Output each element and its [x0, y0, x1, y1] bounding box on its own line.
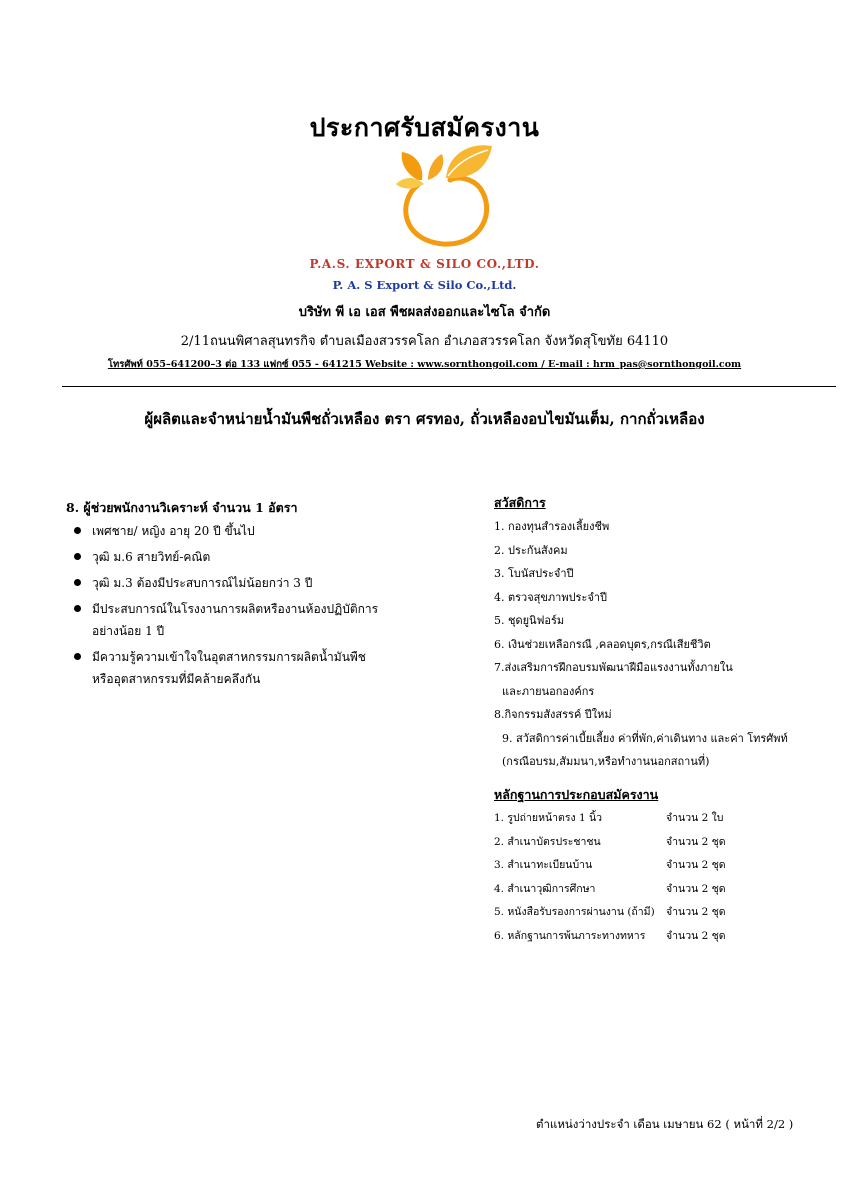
list-item: และภายนอกองค์กร: [502, 684, 595, 698]
list-item: 1. กองทุนสำรองเลี้ยงชีพ: [494, 520, 610, 533]
list-item: 1. รูปถ่ายหน้าตรง 1 นิ้ว จำนวน 2 ใบ: [494, 812, 724, 825]
bullet-icon: [74, 553, 81, 560]
page-title: ประกาศรับสมัครงาน: [309, 113, 540, 142]
list-item: 7.ส่งเสริมการฝึกอบรมพัฒนาฝีมือแรงงานทั้งภายใน: [494, 661, 733, 674]
documents-heading: หลักฐานการประกอบสมัครงาน: [494, 787, 659, 802]
list-item: 8.กิจกรรมสังสรรค์ ปีใหม่: [494, 708, 612, 721]
bullet-icon: [74, 579, 81, 586]
list-item: 6. หลักฐานการพ้นภาระทางทหาร จำนวน 2 ชุด: [494, 929, 726, 942]
list-item: 3. โบนัสประจำปี: [494, 567, 574, 580]
list-item: 4. สำเนาวุฒิการศึกษา จำนวน 2 ชุด: [494, 882, 726, 895]
logo-wordmark: P.A.S. EXPORT & SILO CO.,LTD.: [309, 257, 540, 271]
list-item: 5. หนังสือรับรองการผ่านงาน (ถ้ามี) จำนวน 2 ชุด: [494, 906, 726, 919]
documents-list: [494, 806, 774, 947]
requirements-list: [74, 520, 434, 694]
list-item: 5. ชุดยูนิฟอร์ม: [494, 614, 565, 627]
list-item: มีประสบการณ์ในโรงงานการผลิตหรืองานห้องปฏิบัติการ: [74, 598, 434, 620]
list-item: อย่างน้อย 1 ปี: [92, 624, 165, 638]
company-contact: โทรศัพท์ 055–641200–3 ต่อ 133 แฟกซ์ 055 - 641215 Website : www.sornthongoil.com / E-mail : hrm_pas@sornthongoil.com: [107, 359, 742, 370]
page-footer-note: ตำแหน่งว่างประจำ เดือน เมษายน 62 ( หน้าที่ 2/2 ): [536, 1117, 794, 1131]
list-item: 6. เงินช่วยเหลือกรณี ,คลอดบุตร,กรณีเสียชีวิต: [494, 637, 711, 651]
benefits-list: [494, 515, 814, 774]
position-title: 8. ผู้ช่วยพนักงานวิเคราะห์ จำนวน 1 อัตรา: [66, 500, 298, 515]
company-name-th: บริษัท พี เอ เอส พืชผลส่งออกและไซโล จำกัด: [298, 305, 551, 320]
benefits-heading: สวัสดิการ: [494, 495, 546, 510]
company-address: 2/11ถนนพิศาลสุนทรกิจ ตำบลเมืองสวรรคโลก อำเภอสวรรคโลก จังหวัดสุโขทัย 64110: [180, 334, 669, 349]
list-item: วุฒิ ม.3 ต้องมีประสบการณ์ไม่น้อยกว่า 3 ปี: [74, 572, 434, 594]
list-item: (กรณีอบรม,สัมมนา,หรือทำงานนอกสถานที่): [502, 755, 710, 768]
list-item: มีความรู้ความเข้าใจในอุตสาหกรรมการผลิตน้ำมันพืช: [74, 646, 434, 668]
list-item: 9. สวัสดิการค่าเบี้ยเลี้ยง ค่าที่พัก,ค่าเดินทาง และค่า โทรศัพท์: [502, 731, 788, 745]
company-tagline: ผู้ผลิตและจำหน่ายน้ำมันพืชถั่วเหลือง ตรา ศรทอง, ถั่วเหลืองอบไขมันเต็ม, กากถั่วเหลือง: [144, 410, 705, 428]
list-item: หรืออุตสาหกรรมที่มีคล้ายคลึงกัน: [92, 672, 261, 686]
company-name-en: P. A. S Export & Silo Co.,Ltd.: [332, 278, 517, 292]
bullet-icon: [74, 605, 81, 612]
bullet-icon: [74, 527, 81, 534]
list-item: 2. สำเนาบัตรประชาชน จำนวน 2 ชุด: [494, 835, 726, 848]
header-divider: [62, 386, 836, 387]
list-item: เพศชาย/ หญิง อายุ 20 ปี ขึ้นไป: [74, 520, 434, 542]
list-item: 2. ประกันสังคม: [494, 543, 568, 557]
bullet-icon: [74, 653, 81, 660]
list-item: 4. ตรวจสุขภาพประจำปี: [494, 590, 607, 604]
list-item: วุฒิ ม.6 สายวิทย์-คณิต: [74, 546, 434, 568]
list-item: 3. สำเนาทะเบียนบ้าน จำนวน 2 ชุด: [494, 859, 726, 872]
company-logo-icon: [388, 140, 498, 250]
